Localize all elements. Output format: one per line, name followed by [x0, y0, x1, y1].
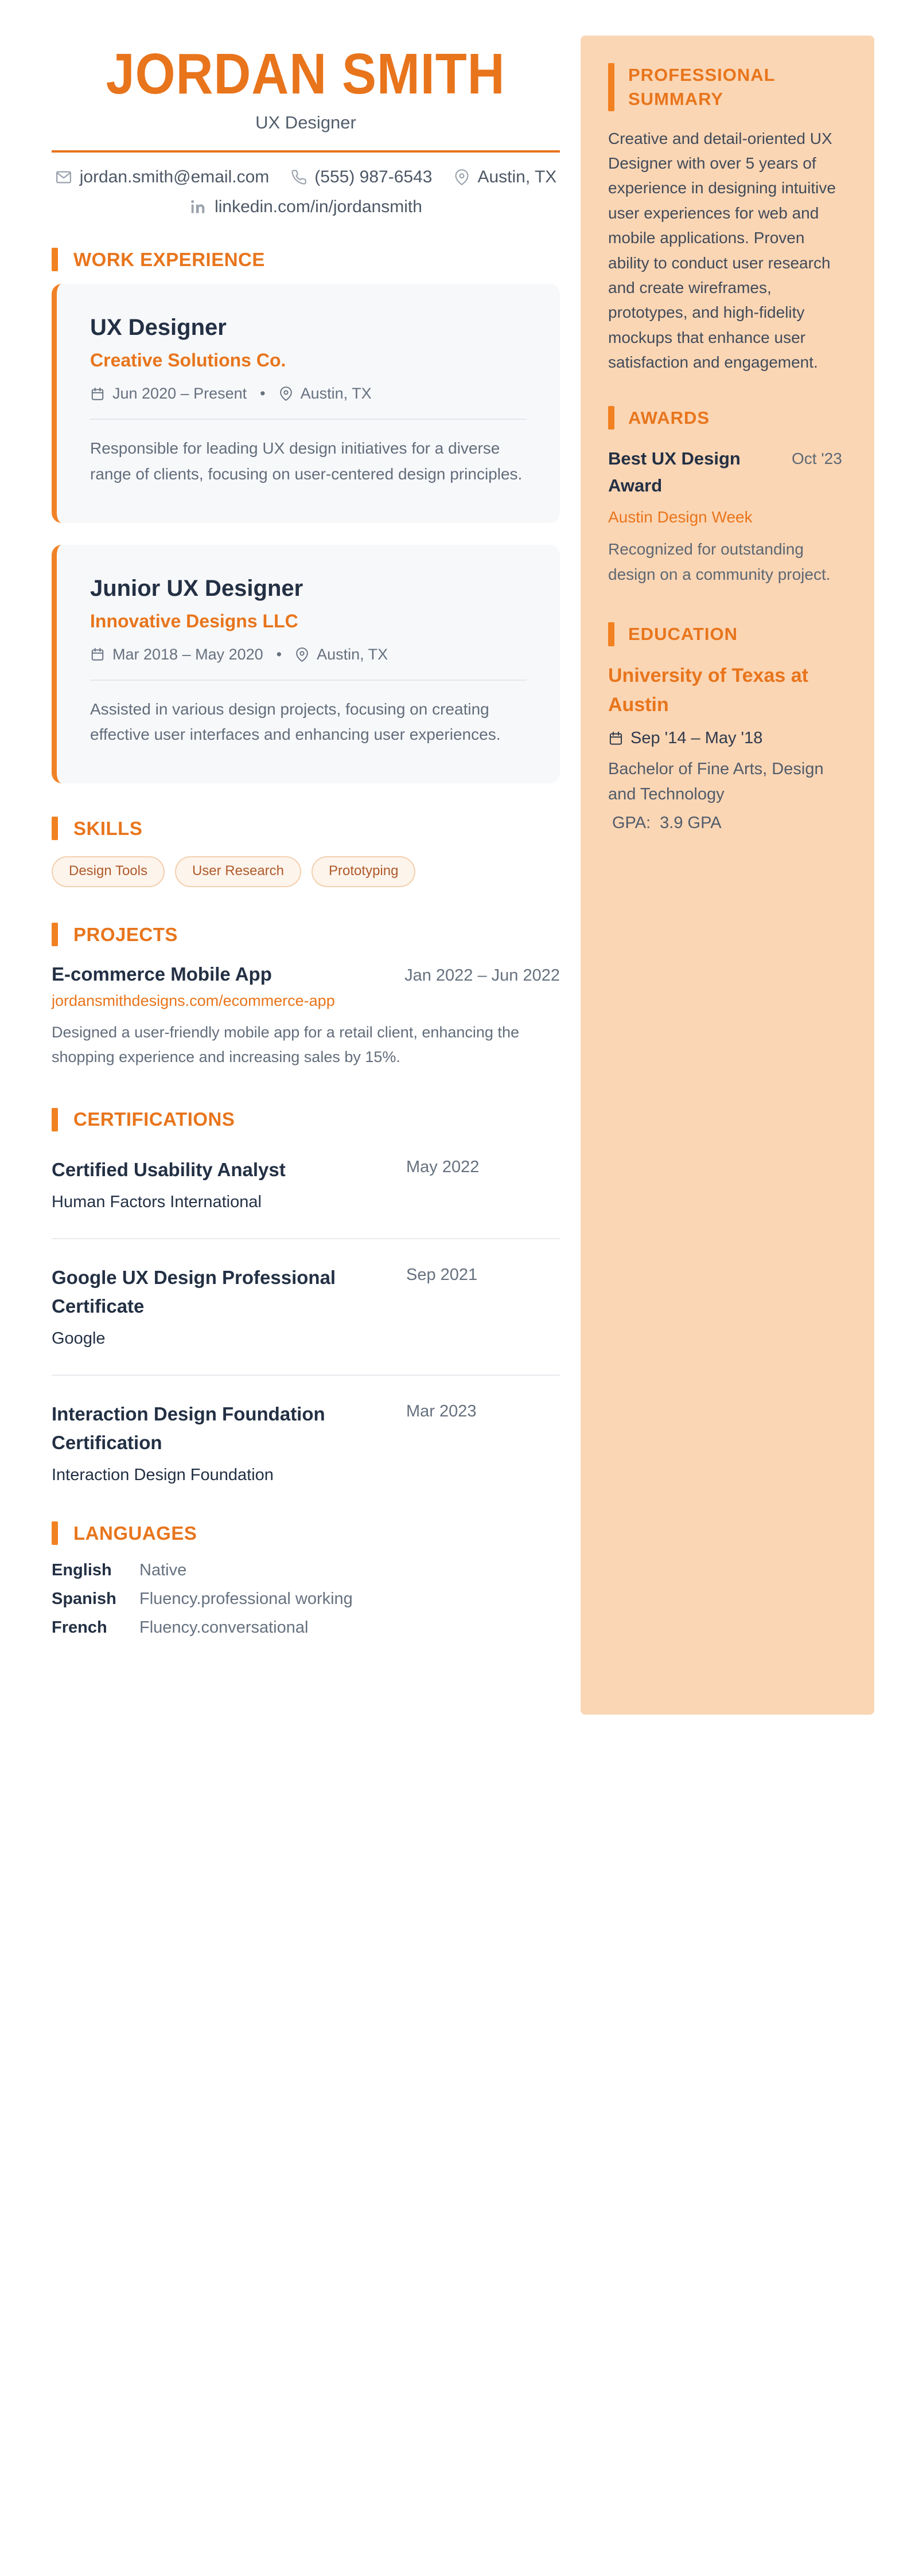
award-header — [608, 446, 847, 499]
card-divider — [90, 680, 527, 681]
certifications-section-title: CERTIFICATIONS — [73, 1109, 235, 1130]
certification-title: Google UX Design Professional Certificate — [52, 1267, 336, 1317]
section-accent-bar — [608, 406, 614, 430]
skill-chip: Prototyping — [312, 856, 415, 887]
section-accent-bar — [52, 817, 58, 840]
contact-row — [52, 167, 560, 187]
meta-separator: • — [260, 385, 266, 402]
header-divider — [52, 150, 560, 153]
certification-title: Certified Usability Analyst — [52, 1158, 286, 1180]
professional-summary-text: Creative and detail-oriented UX Designer with over 5 years of experience in designing intuitive user experiences for web and mobile applications. Proven ability to conduct user research and create wireframes, prototypes, and high-fidelity mockups that enhance user satisfaction and engagement. — [608, 129, 836, 372]
project-title: E-commerce Mobile App — [52, 963, 272, 985]
project-date-range: Jan 2022 – Jun 2022 — [404, 966, 560, 985]
language-fluency: Fluency.professional working — [139, 1590, 353, 1609]
certification-info — [52, 1156, 406, 1212]
map-pin-icon — [295, 647, 309, 662]
certification-item — [52, 1400, 560, 1485]
projects-section-header — [52, 923, 560, 946]
section-accent-bar — [52, 248, 58, 271]
projects-section-title: PROJECTS — [73, 923, 178, 945]
work-section-header — [52, 248, 560, 271]
section-accent-bar — [52, 1521, 58, 1545]
job-card — [52, 284, 560, 523]
language-fluency: Native — [139, 1561, 187, 1580]
job-date-range: Mar 2018 – May 2020 — [112, 645, 263, 663]
job-date-range: Jun 2020 – Present — [112, 385, 247, 402]
languages-section-header — [52, 1521, 560, 1545]
job-location: Austin, TX — [300, 385, 372, 402]
job-company: Creative Solutions Co. — [90, 350, 286, 370]
page-title: JORDAN SMITH — [106, 42, 505, 106]
education-gpa-row — [608, 814, 847, 833]
section-accent-bar — [608, 63, 614, 111]
contact-email-text: jordan.smith@email.com — [79, 167, 270, 186]
job-meta-row — [90, 646, 527, 663]
job-company: Innovative Designs LLC — [90, 610, 298, 631]
linkedin-row[interactable] — [52, 197, 560, 217]
language-name: Spanish — [52, 1590, 116, 1609]
job-headline: UX Designer — [255, 112, 356, 132]
certification-info — [52, 1400, 406, 1485]
work-section-title: WORK EXPERIENCE — [73, 248, 265, 270]
certification-issuer: Human Factors International — [52, 1193, 262, 1212]
education-date-range: Sep '14 – May '18 — [630, 729, 763, 748]
award-issuer: Austin Design Week — [608, 508, 753, 526]
education-meta-row — [608, 729, 847, 748]
certification-issuer: Google — [52, 1329, 106, 1348]
language-name: English — [52, 1561, 112, 1580]
awards-section-title: AWARDS — [628, 407, 710, 428]
education-degree: Bachelor of Fine Arts, Design and Technology — [608, 760, 824, 803]
calendar-icon — [608, 731, 624, 746]
certification-date: May 2022 — [406, 1157, 480, 1176]
contact-email — [55, 167, 270, 187]
section-certifications — [52, 1108, 560, 1485]
skills-section-title: SKILLS — [73, 817, 143, 839]
award-description: Recognized for outstanding design on a community project. — [608, 540, 831, 583]
awards-section-header — [608, 406, 847, 430]
section-education — [608, 622, 847, 833]
certification-item — [52, 1156, 560, 1212]
summary-section-header — [608, 63, 847, 111]
award-item — [608, 446, 847, 587]
language-name: French — [52, 1618, 107, 1637]
certification-date: Sep 2021 — [406, 1266, 478, 1285]
phone-icon — [291, 169, 307, 185]
certification-info — [52, 1263, 406, 1348]
map-pin-icon — [454, 169, 470, 185]
calendar-icon — [90, 647, 105, 662]
mail-icon — [55, 169, 72, 186]
award-title: Best UX Design Award — [608, 448, 741, 495]
certifications-section-header — [52, 1108, 560, 1131]
languages-section-title: LANGUAGES — [73, 1522, 197, 1544]
section-languages — [52, 1521, 560, 1637]
section-accent-bar — [52, 923, 58, 946]
job-title: UX Designer — [90, 315, 227, 340]
section-skills — [52, 817, 560, 887]
project-item — [52, 963, 560, 1070]
education-section-header — [608, 622, 847, 646]
language-row — [52, 1561, 560, 1580]
language-fluency: Fluency.conversational — [139, 1618, 309, 1637]
skill-chip: User Research — [175, 856, 301, 887]
job-meta-row — [90, 385, 527, 403]
certification-divider — [52, 1375, 560, 1376]
meta-separator: • — [276, 645, 282, 663]
sidebar — [581, 36, 874, 1715]
skills-section-header — [52, 817, 560, 840]
skill-chip: Design Tools — [52, 856, 165, 887]
job-location: Austin, TX — [317, 645, 388, 663]
job-description: Responsible for leading UX design initiatives for a diverse range of clients, focusing on user-centered design principles. — [90, 439, 523, 483]
gpa-value: 3.9 GPA — [660, 814, 722, 833]
contact-linkedin-text[interactable]: linkedin.com/in/jordansmith — [215, 197, 422, 216]
education-school: University of Texas at Austin — [608, 665, 808, 716]
contact-location-text: Austin, TX — [477, 167, 557, 186]
map-pin-icon — [279, 387, 293, 401]
certification-title: Interaction Design Foundation Certification — [52, 1403, 325, 1453]
job-description: Assisted in various design projects, focusing on creating effective user interfaces and enhancing user experiences. — [90, 700, 501, 744]
section-projects — [52, 923, 560, 1070]
project-link[interactable]: jordansmithdesigns.com/ecommerce-app — [52, 992, 335, 1010]
gpa-label: GPA: — [612, 814, 651, 833]
section-accent-bar — [52, 1108, 58, 1131]
award-date: Oct '23 — [792, 450, 842, 468]
language-rows — [52, 1561, 560, 1637]
education-section-title: EDUCATION — [628, 624, 738, 645]
contact-phone-text: (555) 987-6543 — [314, 167, 433, 186]
language-row — [52, 1590, 560, 1609]
main-column — [52, 0, 560, 1647]
job-title: Junior UX Designer — [90, 575, 303, 601]
section-work-experience — [52, 248, 560, 783]
job-card — [52, 545, 560, 784]
certification-divider — [52, 1238, 560, 1239]
project-description: Designed a user-friendly mobile app for a retail client, enhancing the shopping experience and increasing sales by 15%. — [52, 1024, 519, 1066]
project-header — [52, 963, 560, 985]
calendar-icon — [90, 387, 105, 401]
contact-phone — [291, 167, 432, 187]
certification-item — [52, 1263, 560, 1348]
skill-chips — [52, 856, 560, 887]
certification-issuer: Interaction Design Foundation — [52, 1466, 274, 1485]
language-row — [52, 1618, 560, 1637]
certification-date: Mar 2023 — [406, 1402, 477, 1421]
section-accent-bar — [608, 622, 614, 646]
summary-section-title: PROFESSIONAL SUMMARY — [628, 65, 776, 109]
card-divider — [90, 419, 527, 420]
contact-location — [454, 167, 556, 187]
linkedin-icon — [189, 198, 207, 216]
section-awards — [608, 406, 847, 587]
